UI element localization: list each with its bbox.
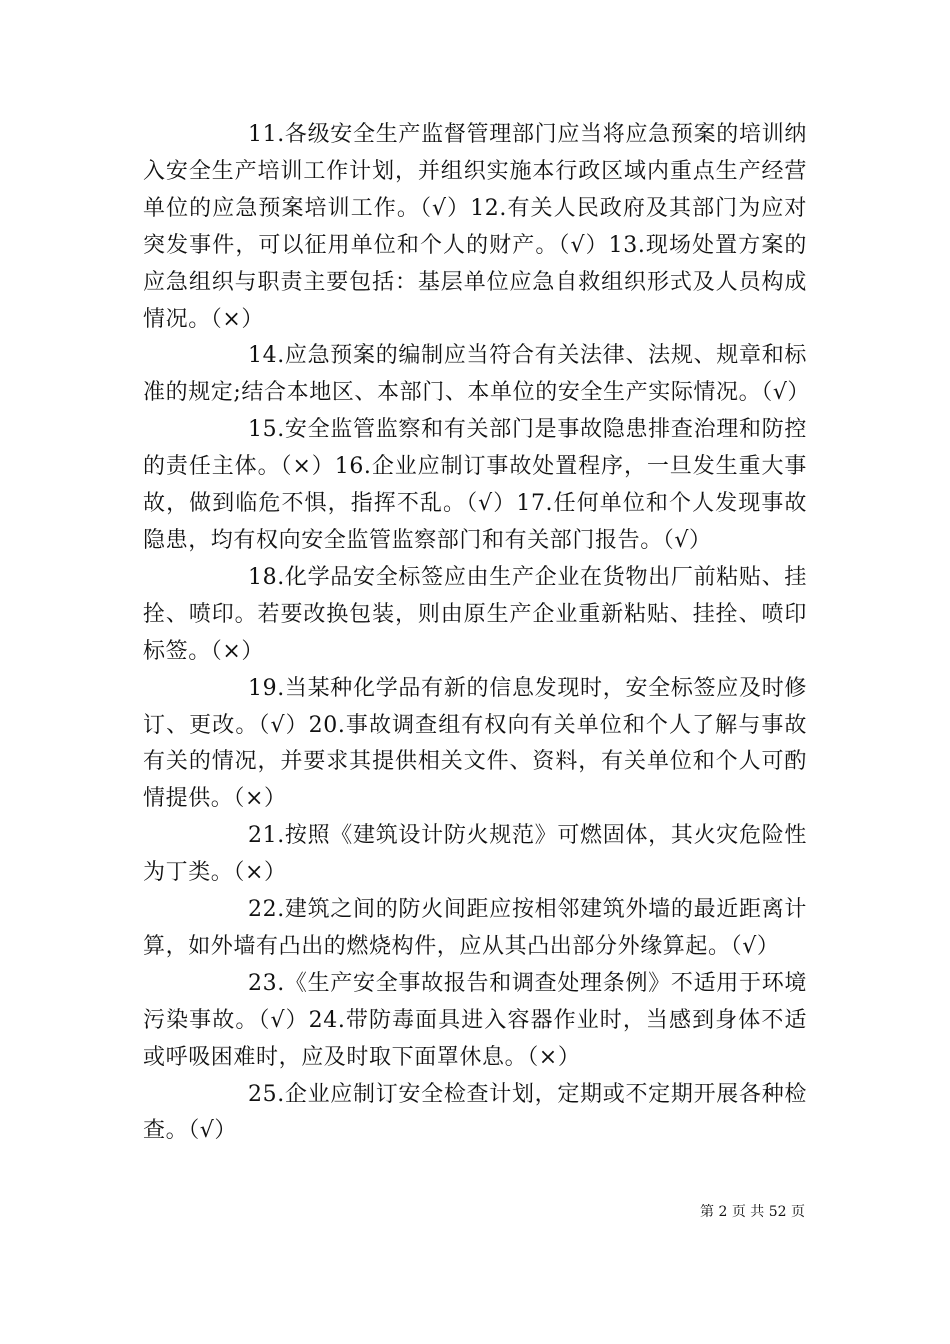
paragraph-8: 23.《生产安全事故报告和调查处理条例》不适用于环境污染事故。（√）24.带防毒面具进入容器作业时，当感到身体不适或呼吸困难时，应及时取下面罩休息。（×） — [143, 970, 807, 1070]
document-body — [143, 117, 811, 1150]
paragraph-7: 22.建筑之间的防火间距应按相邻建筑外墙的最近距离计算，如外墙有凸出的燃烧构件，应从其凸出部分外缘算起。（√） — [143, 897, 807, 959]
paragraph-4: 18.化学品安全标签应由生产企业在货物出厂前粘贴、挂拴、喷印。若要改换包装，则由原生产企业重新粘贴、挂拴、喷印标签。（×） — [143, 564, 807, 664]
paragraph-6: 21.按照《建筑设计防火规范》可燃固体，其火灾危险性为丁类。（×） — [143, 823, 807, 886]
paragraph-2: 14.应急预案的编制应当符合有关法律、法规、规章和标准的规定;结合本地区、本部门、本单位的安全生产实际情况。（√） — [143, 343, 811, 406]
paragraph-5: 19.当某种化学品有新的信息发现时，安全标签应及时修订、更改。（√）20.事故调查组有权向有关单位和个人了解与事故有关的情况，并要求其提供相关文件、资料，有关单位和个人可酌情提供。（×） — [143, 675, 807, 812]
page-number-footer: 第 2 页 共 52 页 — [700, 1204, 805, 1220]
paragraph-1: 11.各级安全生产监督管理部门应当将应急预案的培训纳入安全生产培训工作计划，并组织实施本行政区域内重点生产经营单位的应急预案培训工作。（√）12.有关人民政府及其部门为应对突发事件，可以征用单位和个人的财产。（√）13.现场处置方案的应急组织与职责主要包括：基层单位应急自救组织形式及人员构成情况。（×） — [143, 122, 807, 332]
paragraph-9: 25.企业应制订安全检查计划，定期或不定期开展各种检查。（√） — [143, 1081, 807, 1144]
paragraph-3: 15.安全监管监察和有关部门是事故隐患排查治理和防控的责任主体。（×）16.企业应制订事故处置程序，一旦发生重大事故，做到临危不惧，指挥不乱。（√）17.任何单位和个人发现事故隐患，均有权向安全监管监察部门和有关部门报告。（√） — [143, 417, 807, 553]
